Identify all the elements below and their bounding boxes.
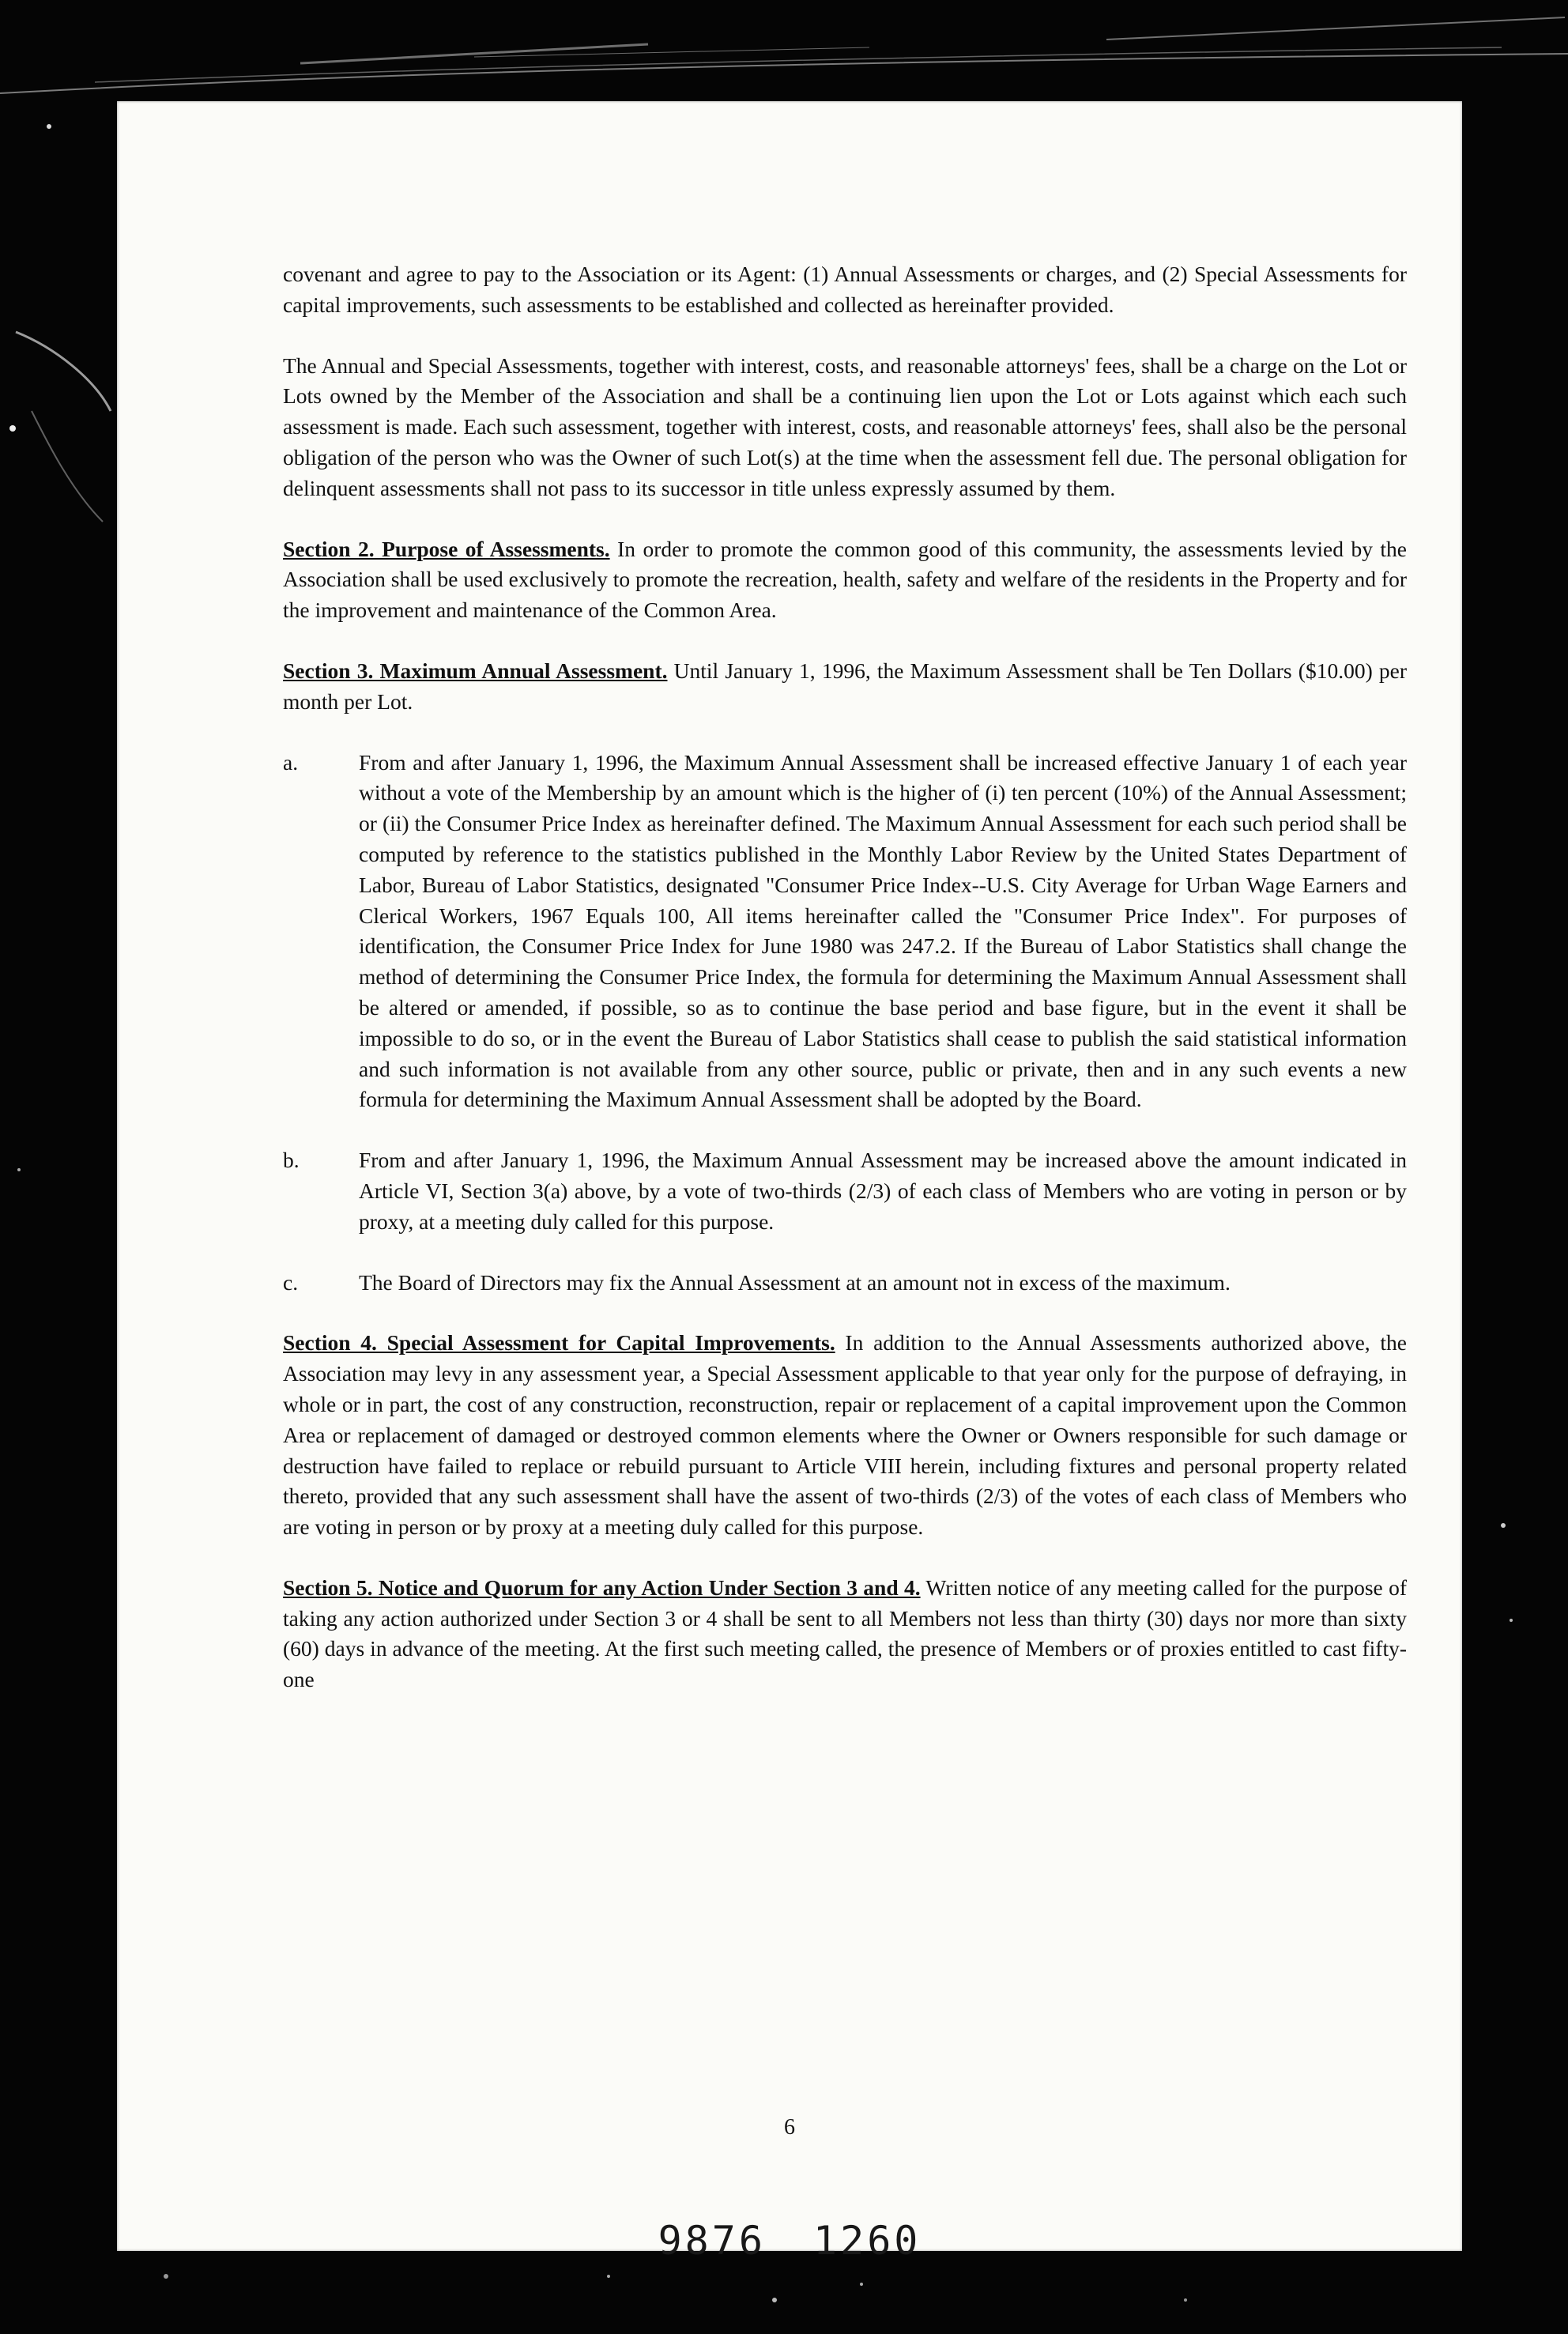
section-4-text: In addition to the Annual Assessments authorized above, the Association may levy in any assessment year, a Special Assessment applicable to that year only for the purpose of defraying, in whole or in part, the cost of any construction, reconstruction, repair or replacement of a capital improvement upon the Common Area or replacement of damaged or destroyed common elements where the Owner or Owners responsible for such damage or destruction have failed to replace or rebuild pursuant to Article VIII herein, including fixtures and personal property related thereto, provided that any such assessment shall have the assent of two-thirds (2/3) of the votes of each class of Members who are voting in person or by proxy at a meeting duly called for this purpose. [283,1330,1407,1540]
book-number: 9876 [658,2218,766,2264]
item-letter: c. [283,1269,299,1295]
document-body [283,259,1407,1695]
section-4 [283,1328,1407,1543]
section-4-heading: Section 4. Special Assessment for Capital Improvements. [283,1330,835,1356]
item-letter: b. [283,1148,300,1173]
section-3-item-a [283,748,1407,1116]
lien-paragraph: The Annual and Special Assessments, together with interest, costs, and reasonable attorneys' fees, shall be a charge on the Lot or Lots owned by the Member of the Association and shall be a continuing lien upon the Lot or Lots against which each such assessment is made. Each such assessment, together with interest, costs, and reasonable attorneys' fees, shall also be the personal obligation of the person who was the Owner of such Lot(s) at the time when the assessment fell due. The personal obligation for delinquent assessments shall not pass to its successor in title unless expressly assumed by them. [283,353,1407,500]
item-text: From and after January 1, 1996, the Maximum Annual Assessment may be increased above the amount indicated in Article VI, Section 3(a) above, by a vote of two-thirds (2/3) of each class of Members who are voting in person or by proxy, at a meeting duly called for this purpose. [359,1148,1407,1234]
item-letter: a. [283,749,299,775]
document-page [117,101,1462,2264]
page-reference: 1260 [813,2218,922,2264]
section-2 [283,534,1407,626]
intro-paragraph: covenant and agree to pay to the Association or its Agent: (1) Annual Assessments or charges, and (2) Special Assessments for capital improvements, such assessments to be established and collected as hereinafter provided. [283,262,1407,317]
section-3-item-b [283,1145,1407,1237]
item-text: The Board of Directors may fix the Annual Assessment at an amount not in excess of the maximum. [359,1269,1231,1295]
section-5 [283,1573,1407,1695]
section-5-text: Written notice of any meeting called for the purpose of taking any action authorized under Section 3 or 4 shall be sent to all Members not less than thirty (30) days nor more than sixty (60) days in advance of the meeting. At the first such meeting called, the presence of Members or of proxies entitled to cast fifty-one [283,1574,1407,1692]
section-2-text: In order to promote the common good of this community, the assessments levied by the Association shall be used exclusively to promote the recreation, health, safety and welfare of the residents in the Property and for the improvement and maintenance of the Common Area. [283,536,1407,623]
section-5-heading: Section 5. Notice and Quorum for any Action Under Section 3 and 4. [283,1574,921,1600]
page-number: 6 [784,2115,795,2140]
section-3 [283,656,1407,718]
item-text: From and after January 1, 1996, the Maximum Annual Assessment shall be increased effective January 1 of each year without a vote of the Membership by an amount which is the higher of (i) ten percent (10%) of the Annual Assessment; or (ii) the Consumer Price Index as hereinafter defined. The Maximum Annual Assessment for each such period shall be computed by reference to the statistics published in the Monthly Labor Review by the United States Department of Labor, Bureau of Labor Statistics, designated "Consumer Price Index--U.S. City Average for Urban Wage Earners and Clerical Workers, 1967 Equals 100, All items hereinafter called the "Consumer Price Index". For purposes of identification, the Consumer Price Index for June 1980 was 247.2. If the Bureau of Labor Statistics shall change the method of determining the Consumer Price Index, the formula for determining the Maximum Annual Assessment shall be altered or amended, if possible, so as to continue the base period and base figure, but in the event it shall be impossible to do so, or in the event the Bureau of Labor Statistics shall cease to publish the said statistical information and such information is not available from any other source, public or private, then and in any such events a new formula for determining the Maximum Annual Assessment shall be adopted by the Board. [359,749,1407,1112]
recording-stamp [117,2218,1462,2264]
section-3-item-c [283,1268,1407,1299]
section-2-heading: Section 2. Purpose of Assessments. [283,536,610,561]
section-3-text: Until January 1, 1996, the Maximum Assessment shall be Ten Dollars ($10.00) per month per Lot. [283,658,1408,714]
section-3-heading: Section 3. Maximum Annual Assessment. [283,658,668,683]
